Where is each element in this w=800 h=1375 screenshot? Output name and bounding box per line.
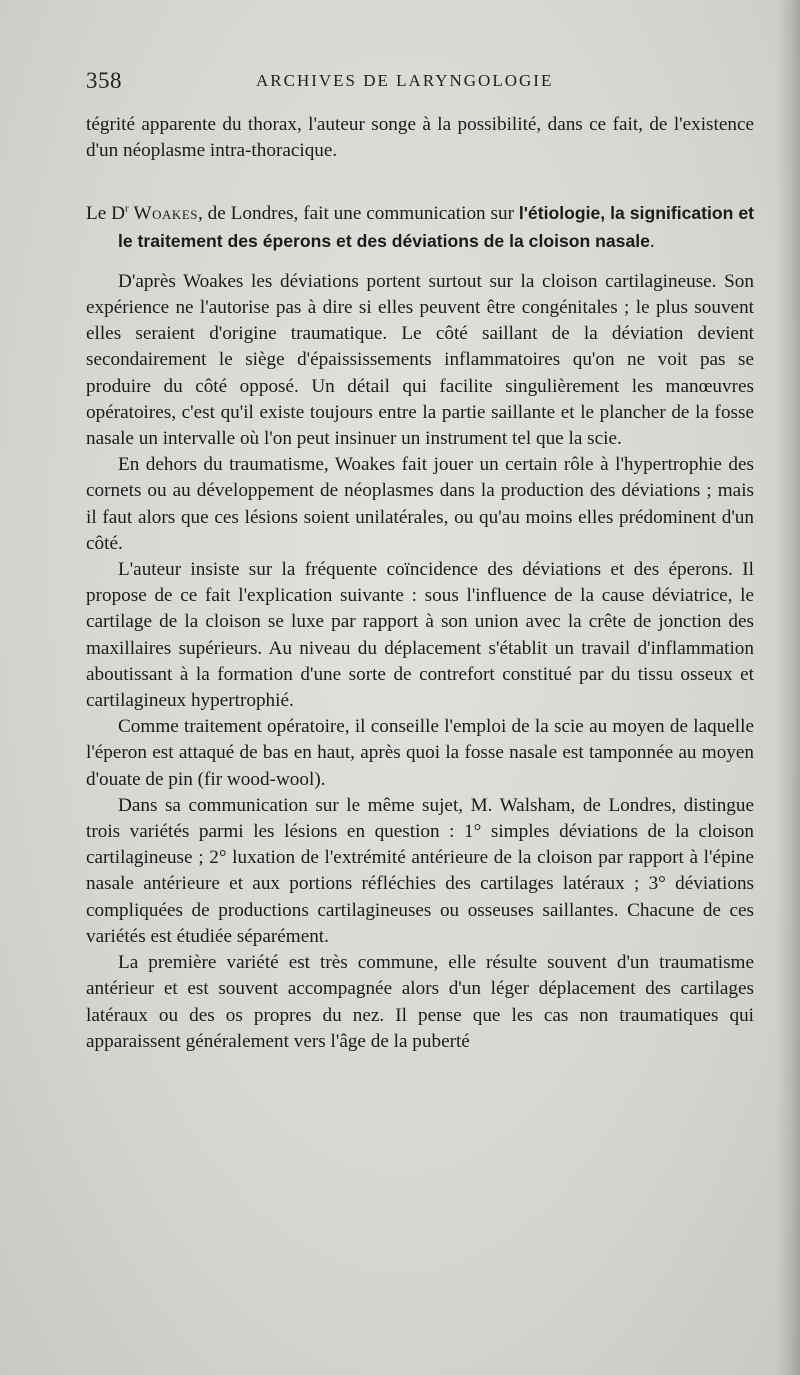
paragraph: Dans sa communication sur le même sujet, M. Walsham, de Londres, distingue trois variétés parmi les lésions en question : 1° simples déviations de la cloison cartilagineuse ; 2° luxation de l'extrémité antérieure de la cloison par rapport à l'épine nasale antérieure et aux portions réfléchies des cartilages latéraux ; 3° déviations compliquées de productions cartilagineuses ou osseuses saillantes. Chacune de ces variétés est étudiée séparément.	[86, 794, 754, 947]
paragraph: D'après Woakes les déviations portent surtout sur la cloison cartilagineuse. Son expérience ne l'autorise pas à dire si elles peuvent être congénitales ; le plus souvent elles seraient d'origine traumatique. Le côté saillant de la déviation devient secondairement le siège d'épaississements inflammatoires qu'on ne voit pas se produire du côté opposé. Un détail qui facilite singulièrement les manœuvres opératoires, c'est qu'il existe toujours entre la partie saillante et le plancher de la fosse nasale un intervalle où l'on peut insinuer un instrument tel que la scie.	[86, 270, 754, 450]
paragraph: Comme traitement opératoire, il conseille l'emploi de la scie au moyen de laquelle l'éperon est attaqué de bas en haut, après quoi la fosse nasale est tamponnée au moyen d'ouate de pin (fir wood-wool).	[86, 716, 754, 790]
paragraph-continuation: tégrité apparente du thorax, l'auteur songe à la possibilité, dans ce fait, de l'existence d'un néoplasme intra-thoracique.	[86, 114, 754, 162]
communication-title	[86, 200, 754, 254]
running-title: ARCHIVES DE LARYNGOLOGIE	[256, 71, 554, 90]
paragraph: L'auteur insiste sur la fréquente coïncidence des déviations et des éperons. Il propose de ce fait l'explication suivante : sous l'influence de la cause déviatrice, le cartilage de la cloison se luxe par rapport à son union avec la crête de jonction des maxillaires supérieurs. Au niveau du déplacement s'établit un travail d'inflammation aboutissant à la formation d'une sorte de contrefort constitué par du tissu osseux et cartilagineux hypertrophié.	[86, 559, 754, 712]
paragraph: En dehors du traumatisme, Woakes fait jouer un certain rôle à l'hypertrophie des cornets ou au développement de néoplasmes dans la production des déviations ; mais il faut alors que ces lésions soient unilatérales, ou qu'au moins elles prédominent d'un côté.	[86, 454, 754, 554]
body-text	[86, 112, 754, 1055]
page-number: 358	[86, 68, 122, 93]
author-name: Woakes	[133, 203, 198, 225]
bold-title: l'étiologie, la signification et le traitement des éperons et des déviations de la cloison nasale	[118, 203, 755, 251]
page-edge-shadow	[776, 0, 800, 1375]
title-end: .	[649, 230, 655, 252]
paragraph: La première variété est très commune, elle résulte souvent d'un traumatisme antérieur et est souvent accompagnée alors d'un léger déplacement des cartilages latéraux ou des os propres du nez. Il pense que les cas non traumatiques qui apparaissent généralement vers l'âge de la puberté	[86, 952, 754, 1052]
title-prefix-sup: r	[124, 203, 129, 216]
page-header	[86, 68, 750, 98]
title-prefix: Le D	[86, 203, 125, 225]
title-middle: , de Londres, fait une communication sur	[198, 203, 519, 225]
